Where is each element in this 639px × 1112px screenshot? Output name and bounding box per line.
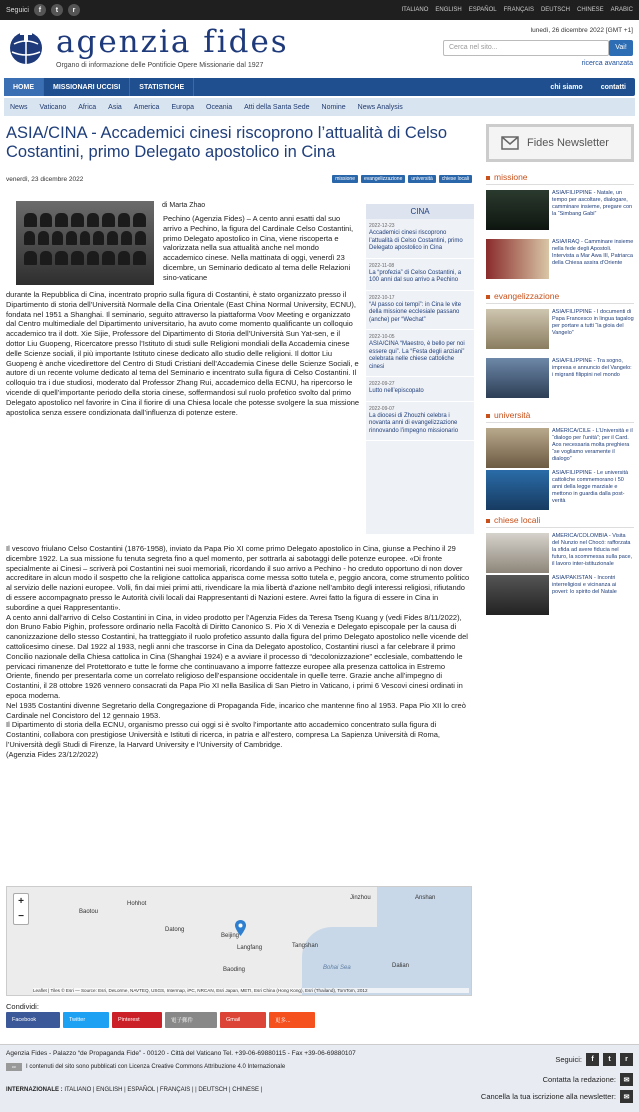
site-header xyxy=(0,20,639,78)
card-thumbnail xyxy=(486,309,549,349)
tag-evangelizzazione[interactable]: evangelizzazione xyxy=(361,175,405,183)
newsletter-banner[interactable] xyxy=(486,124,634,162)
nav-home[interactable]: HOME xyxy=(4,78,44,96)
sea-area xyxy=(302,927,472,996)
map-label: Dalian xyxy=(392,963,410,969)
map-label: Tangshan xyxy=(292,943,319,949)
cina-item-date: 2022-10-05 xyxy=(369,334,395,340)
sidebar-card[interactable] xyxy=(486,358,634,400)
follow-label: Seguici xyxy=(6,6,29,14)
mail-icon[interactable]: ✉ xyxy=(620,1073,633,1086)
cina-item[interactable] xyxy=(366,219,474,259)
sidebar-heading xyxy=(486,410,634,423)
globe-logo-icon[interactable] xyxy=(6,26,46,66)
sidebar-heading xyxy=(486,515,634,528)
cina-item[interactable] xyxy=(366,330,474,377)
sidebar-card[interactable] xyxy=(486,533,634,568)
cina-item-date: 2022-11-08 xyxy=(369,262,395,269)
cina-item-date: 2022-09-07 xyxy=(369,405,395,412)
sidebar-heading xyxy=(486,291,634,304)
zoom-out-button[interactable]: − xyxy=(18,911,24,922)
map-label: Anshan xyxy=(415,895,436,901)
newsletter-label: Fides Newsletter xyxy=(527,137,609,149)
nav-contatti[interactable]: contatti xyxy=(600,83,626,91)
cina-item[interactable] xyxy=(366,259,474,291)
unsubscribe-label: Cancella la tua iscrizione alla newsletter: xyxy=(480,1092,616,1101)
contact-label: Contatta la redazione: xyxy=(542,1075,616,1084)
sidebar-section-chiese-locali xyxy=(486,515,634,617)
cina-item-link[interactable]: Accademici cinesi riscoprono l’attualità di Celso Costantini, primo Delegato apostolico in Cina xyxy=(369,230,463,251)
sidebar-section-missione xyxy=(486,172,634,281)
map-label: Hohhot xyxy=(127,901,147,907)
card-thumbnail xyxy=(486,190,549,230)
sidebar xyxy=(486,124,634,624)
license-row xyxy=(6,1063,285,1071)
nav-statistiche[interactable]: STATISTICHE xyxy=(130,78,194,96)
nav-news-analysis[interactable]: News Analysis xyxy=(357,103,403,111)
article-title: ASIA/CINA - Accademici cinesi riscoprono l’attualità di Celso Costantini, primo Delegato apostolico in Cina xyxy=(6,124,448,161)
nav-europa[interactable]: Europa xyxy=(171,103,195,111)
map-label: Jinzhou xyxy=(350,895,371,901)
card-link[interactable]: ASIA/IRAQ - Camminare insieme nella fede degli Apostoli. Intervista a Mar Awa III, Patriarca della Chiesa assira d’Oriente xyxy=(552,239,634,266)
sidebar-card[interactable] xyxy=(486,470,634,505)
site-title[interactable]: agenzia fides xyxy=(56,24,289,60)
cina-item-link[interactable]: ASIA/CINA “Maestro, è bello per noi essere qui”. La “Festa degli anziani” celebrata nelle chiese cattoliche cinesi xyxy=(369,341,465,370)
cina-item-link[interactable]: Lutto nell’episcopato xyxy=(369,388,424,394)
rss-icon[interactable]: r xyxy=(620,1053,633,1066)
section-title[interactable]: chiese locali xyxy=(494,515,541,525)
nav-news[interactable]: News xyxy=(10,103,28,111)
card-link[interactable]: ASIA/FILIPPINE - Natale, un tempo per ascoltare, dialogare, camminare insieme, pregare con la “Simbang Gabi” xyxy=(552,190,633,217)
article-paragraph: durante la Repubblica di Cina, incentrato proprio sulla figura di Costantini, è stato organizzato presso il Dipartimento di storia dell’Università Normale della Cina Orientale (East China Normal University, ECNU), fondata nel 1951 a Shanghai. Il seminario, seguito attraverso la piattaforma Voov Meeting e organizzato dal Centro multimediale del Dipartimento universitario, ha avuto come momento qualificante un colloquio accademico tra il dott. Xie Sijie, Professore del Dipartimento di Storia dell’Università Sun Yat-sen, e il dottor Liu Guopeng, Ricercatore presso l’Istituto di studi sulle Religioni mondiali della Accademia cinese delle Scienze sociali, il più importante Istituto cinese dedicato allo studio delle religioni. Il dottor Liu Guopeng è anche vicedirettore del Centro di Studi Cristiani dell’Accademia Cinese delle Scienze Sociali, e autore di un recente volume dedicato al tema del Seminario e incentrato sulla figura di Celso Costantini. Il colloquio tra i due studiosi, moderato dal Professor Zhang Rui, accademico della ECNU, ha ripercorso le vicende di quell’importante periodo della storia cinese, soffermandosi sul ruolo profetico svolto dal primo Delegato apostolico nel favorire in Cina il fiorire di una Chiesa locale che potesse svolgere la sua missione apostolica senza essere condizionata dall’influenza di potenze estere. xyxy=(6,290,360,417)
cina-item-date: 2022-10-17 xyxy=(369,294,395,301)
lang-francais[interactable]: FRANÇAIS xyxy=(503,7,534,13)
nav-atti-santa-sede[interactable]: Atti della Santa Sede xyxy=(244,103,310,111)
article-byline: di Marta Zhao xyxy=(162,202,206,209)
map-label: Datong xyxy=(165,927,185,933)
article-body-rest xyxy=(6,544,472,760)
license-text[interactable]: I contenuti del sito sono pubblicati con Licenza Creative Commons Attribuzione 4.0 Internazionale xyxy=(26,1064,286,1070)
footer-address: Agenzia Fides - Palazzo “de Propaganda Fide” - 00120 - Città del Vaticano Tel. +39-06-69880115 - Fax +39-06-69880107 xyxy=(6,1050,356,1057)
section-nav xyxy=(4,98,635,116)
card-thumbnail xyxy=(486,470,549,510)
footer-follow xyxy=(555,1053,633,1066)
nav-vaticano[interactable]: Vaticano xyxy=(39,103,67,111)
mail-icon[interactable]: ✉ xyxy=(620,1090,633,1103)
sidebar-section-universita xyxy=(486,410,634,505)
tag-chiese-locali[interactable]: chiese locali xyxy=(439,175,472,183)
article-date: venerdì, 23 dicembre 2022 xyxy=(6,175,84,183)
search-input[interactable]: Cerca nel sito... xyxy=(443,40,609,56)
cina-item[interactable] xyxy=(366,291,474,331)
intl-label: INTERNAZIONALE : xyxy=(6,1087,63,1093)
cina-item-link[interactable]: La diocesi di Zhouzhi celebra i novanta anni di evangelizzazione rinnovando l’impegno missionario xyxy=(369,412,459,434)
envelope-icon xyxy=(501,136,519,150)
card-link[interactable]: AMERICA/COLOMBIA - Visita del Nunzio nel Chocó: rafforzata la sfida ad avere fiducia nel futuro, la scommessa sulla pace, il lavoro inter-istituzionale xyxy=(552,533,633,567)
footer-contact xyxy=(543,1073,633,1086)
sidebar-card[interactable] xyxy=(486,309,634,351)
map-label: Bohai Sea xyxy=(323,965,351,971)
sidebar-card[interactable] xyxy=(486,190,634,232)
main-nav xyxy=(4,78,635,96)
rss-icon[interactable]: r xyxy=(68,4,80,16)
share-facebook-button[interactable]: Facebook xyxy=(6,1012,60,1028)
tag-universita[interactable]: università xyxy=(408,175,435,183)
card-link[interactable]: ASIA/FILIPPINE - I documenti di Papa Francesco in lingua tagalog per portare a tutti “la gioia del Vangelo” xyxy=(552,309,634,336)
cina-item-date: 2022-12-23 xyxy=(369,223,395,229)
nav-asia[interactable]: Asia xyxy=(108,103,122,111)
card-thumbnail xyxy=(486,575,549,615)
article-meta xyxy=(6,174,472,184)
share-pinterest-button[interactable]: Pinterest xyxy=(112,1012,162,1028)
footer-follow-label: Seguici: xyxy=(555,1055,582,1064)
share-twitter-button[interactable]: Twitter xyxy=(63,1012,109,1028)
nav-america[interactable]: America xyxy=(133,103,160,111)
sidebar-card[interactable] xyxy=(486,239,634,281)
cina-item-link[interactable]: La “profezia” di Celso Costantini, a 100 anni dal suo arrivo a Pechino xyxy=(369,269,462,283)
lang-italiano[interactable]: ITALIANO xyxy=(401,7,429,13)
zoom-in-button[interactable]: + xyxy=(18,896,24,907)
cina-box xyxy=(366,204,474,534)
card-link[interactable]: ASIA/FILIPPINE - Le università cattoliche commemorano i 50 anni della legge marziale e mettono in guardia dalla post-verità xyxy=(552,470,629,504)
article-photo xyxy=(16,201,154,285)
cc-license-icon[interactable]: cc xyxy=(6,1063,22,1071)
lang-english[interactable]: ENGLISH xyxy=(435,7,462,13)
map-attribution: Leaflet | Tiles © Esri — Source: Esri, DeLorme, NAVTEQ, USGS, Intermap, iPC, NRCAN, Esri Japan, METI, Esri China (Hong Kong), Esri (Thailand), TomTom, 2012 xyxy=(33,988,469,993)
cina-heading: CINA xyxy=(366,204,474,219)
intl-links[interactable]: ITALIANO | ENGLISH | ESPAÑOL | FRANÇAIS | | DEUTSCH | CHINESE | xyxy=(64,1087,263,1093)
nav-oceania[interactable]: Oceania xyxy=(206,103,233,111)
footer-unsubscribe xyxy=(481,1090,633,1103)
lang-arabic[interactable]: ARABIC xyxy=(610,7,633,13)
article-paragraph: Pechino (Agenzia Fides) – A cento anni esatti dal suo arrivo a Pechino, la figura del Cardinale Celso Costantini, primo Delegato apostolico in Cina, viene riscoperta e valorizzata nella sua attualità anche nel mondo accademico cinese. Nella mattinata di oggi, venerdì 23 dicembre, un Seminario dedicato al tema delle Relazioni sino-vaticane xyxy=(163,214,354,282)
footer-languages xyxy=(6,1087,262,1093)
card-thumbnail xyxy=(486,239,549,279)
share-gmail-button[interactable]: Gmail xyxy=(220,1012,266,1028)
twitter-icon[interactable]: t xyxy=(603,1053,616,1066)
map-label: Baotou xyxy=(79,909,99,915)
nav-missionari-uccisi[interactable]: MISSIONARI UCCISI xyxy=(44,78,130,96)
twitter-icon[interactable]: t xyxy=(51,4,63,16)
cina-item-date: 2022-09-27 xyxy=(369,381,395,387)
site-subtitle: Organo di informazione delle Pontificie Opere Missionarie dal 1927 xyxy=(56,62,264,69)
share-email-button[interactable]: 電子郵件 xyxy=(165,1012,217,1028)
follow-group xyxy=(6,4,80,16)
map-label: Baoding xyxy=(223,967,246,973)
nav-chi-siamo[interactable]: chi siamo xyxy=(550,83,583,91)
lang-chinese[interactable]: CHINESE xyxy=(576,7,604,13)
article-paragraph: Il vescovo friulano Celso Costantini (1876-1958), inviato da Papa Pio XI come primo Delegato apostolico in Cina, giunse a Pechino il 29 dicembre 1922. La sua missione fu tenuta segreta fino a quel momento, per sottrarla ai sabotaggi delle potenze europee. «Di fronte specialmente ai Cinesi – scriverà poi Costantini nei suoi memoriali, ricordando il suo arrivo a Pechino - ho creduto opportuno di non dover accreditare in alcun modo il sospetto che la religione cattolica apparisca come messa sotto tutela e, peggio ancora, come strumento politico al servizio delle nazioni europee. Volli, fin dai miei primi atti, rivendicare la mia libertà d’azione nell’ambito degli interessi religiosi, rifiutando di essere accompagnato presso le Autorità civili locali dai Rappresentanti di Nazioni estere. Avrei fatto la figura di essere in Cina in subordine a quei Rappresentanti». xyxy=(6,544,470,612)
card-thumbnail xyxy=(486,428,549,468)
sidebar-card[interactable] xyxy=(486,575,634,617)
article-paragraph: A cento anni dall’arrivo di Celso Costantini in Cina, in video prodotto per l’Agenzia Fides da Teresa Tseng Kuang y (vedi Fides 8/11/2022), don Bruno Fabio Pighin, professore ordinario nella Facoltà di Diritto Canonico S. Pio X di Venezia e Delegato episcopale per la causa di canonizzazione dello stesso Costantini, ha tratteggiato il ruolo profetico assunto dalla figura del primo Delegato apostolico nelle vicende del cattolicesimo cinese. Dal 1922 al 1933, negli anni che trascorse in Cina da Delegato apostolico, Costantini riuscì a far celebrare il primo Concilio nazionale della Chiesa cattolica in Cina (Shanghai 1924) e a avviare il processo di “decolonizzazione” ecclesiale, combattendo le pervicaci rimanenze del Protettorato e tutte le forme che continuavano a imporre fattezze europee alla presenza cattolica in Estremo Oriente, finendo per presentarla come un correlato religioso dell’espansione occidentale in quelle terre. Grazie anche all’impegno di Costantini, il 28 ottobre 1926 vennero consacrati da Papa Pio XI nella Basilica di San Pietro in Vaticano, i primi 6 Vescovi cinesi ordinati in epoca moderna. xyxy=(6,612,468,700)
cina-item[interactable] xyxy=(366,377,474,402)
map-label: Langfang xyxy=(237,945,263,951)
top-bar xyxy=(0,0,639,20)
section-title[interactable]: missione xyxy=(494,172,528,182)
language-menu xyxy=(401,7,633,13)
sea-area xyxy=(377,887,472,932)
sidebar-section-evangelizzazione xyxy=(486,291,634,400)
card-thumbnail xyxy=(486,358,549,398)
share-buttons xyxy=(6,1012,315,1028)
cina-item[interactable] xyxy=(366,402,474,442)
sidebar-card[interactable] xyxy=(486,428,634,463)
lang-espanol[interactable]: ESPAÑOL xyxy=(468,7,497,13)
article-paragraph: Nel 1935 Costantini divenne Segretario della Congregazione di Propaganda Fide, incarico che mantenne fino al 1953. Papa Pio XII lo creò Cardinale nel Concistoro del 12 gennaio 1953. xyxy=(6,700,466,720)
card-thumbnail xyxy=(486,533,549,573)
card-link[interactable]: AMERICA/CILE - L’Università e il “dialogo per l’unità”; per il Card. Aos necessaria molta preghiera “se vogliamo veramente il dialogo” xyxy=(552,428,633,462)
article xyxy=(6,124,472,1024)
share-more-button[interactable]: 更多... xyxy=(269,1012,315,1028)
facebook-icon[interactable]: f xyxy=(586,1053,599,1066)
cina-item-link[interactable]: “Al passo coi tempi”: in Cina le vite della missione ecclesiale passano (anche) per “Wechat” xyxy=(369,301,462,323)
facebook-icon[interactable]: f xyxy=(34,4,46,16)
lang-deutsch[interactable]: DEUTSCH xyxy=(540,7,570,13)
card-link[interactable]: ASIA/FILIPPINE - Tra sogno, impresa e annuncio del Vangelo: i migranti filippini nel mondo xyxy=(552,358,632,378)
section-title[interactable]: università xyxy=(494,410,531,420)
nav-africa[interactable]: Africa xyxy=(78,103,97,111)
search-button[interactable]: Vai! xyxy=(609,40,633,56)
card-link[interactable]: ASIA/PAKISTAN - Incontri interreligiosi e vicinanza ai poveri: lo spirito del Natale xyxy=(552,575,617,595)
nav-nomine[interactable]: Nomine xyxy=(321,103,346,111)
map-label: Beijing xyxy=(221,933,240,939)
article-source: (Agenzia Fides 23/12/2022) xyxy=(6,749,99,759)
zoom-control xyxy=(13,893,29,925)
sidebar-heading xyxy=(486,172,634,185)
map-pin-icon[interactable] xyxy=(235,920,246,936)
header-date: lunedì, 26 dicembre 2022 [GMT +1] xyxy=(530,27,633,34)
article-paragraph: Il Dipartimento di storia della ECNU, organismo presso cui oggi si è svolto l’importante atto accademico concentrato sulla figura di Costantini, collabora con prestigiose Università e Istituti di ricerca, in patria e all’estero, compresa La Sapienza Università di Roma, l’Università degli Studi di Firenze, la Harvard University e l’University of Cambridge. xyxy=(6,720,440,749)
advanced-search-link[interactable]: ricerca avanzata xyxy=(581,60,633,67)
location-map[interactable] xyxy=(6,886,472,996)
section-title[interactable]: evangelizzazione xyxy=(494,291,560,301)
share-label: Condividi: xyxy=(6,1002,39,1011)
tag-missione[interactable]: missione xyxy=(332,175,358,183)
site-footer xyxy=(0,1044,639,1112)
